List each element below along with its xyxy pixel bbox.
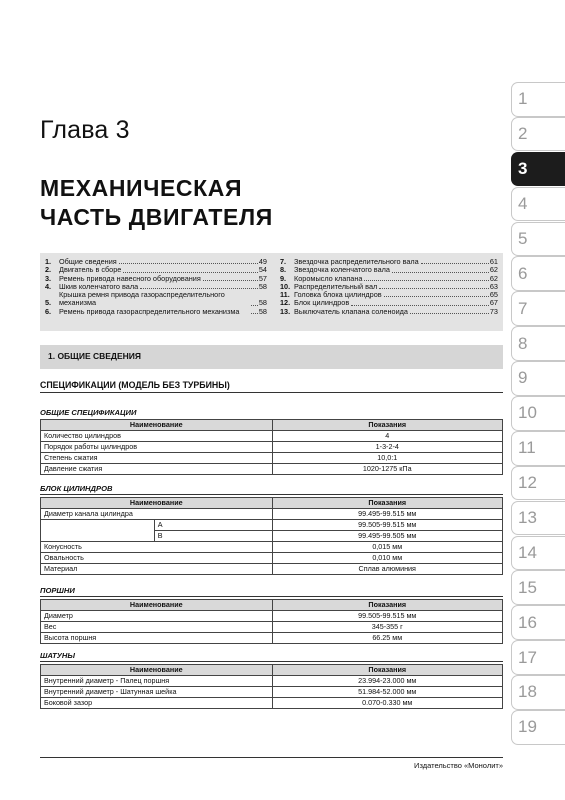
header-value: Показания xyxy=(272,498,503,509)
toc-page: 54 xyxy=(258,265,267,275)
cell-value: 345-355 г xyxy=(272,622,502,633)
cylinder-block-table xyxy=(40,497,503,575)
cell-value: 0.070-0.330 мм xyxy=(272,698,502,709)
toc-label: Общие сведения xyxy=(59,257,117,266)
divider xyxy=(40,596,503,597)
general-specs-table xyxy=(40,419,503,475)
cell-name: Высота поршня xyxy=(41,633,273,644)
divider xyxy=(40,392,503,393)
table-row xyxy=(41,520,503,531)
toc-num: 10. xyxy=(280,281,291,291)
divider xyxy=(40,661,503,662)
table-row xyxy=(41,442,503,453)
cell-name: Диаметр канала цилиндра xyxy=(41,509,273,520)
chapter-heading: Глава 3 xyxy=(40,116,130,144)
table-row xyxy=(41,698,503,709)
chapter-tab-7[interactable]: 7 xyxy=(511,291,565,326)
cell-name: Степень сжатия xyxy=(41,453,273,464)
chapter-tab-16[interactable]: 16 xyxy=(511,605,565,640)
toc-num: 12. xyxy=(280,298,291,308)
cell-blank xyxy=(41,520,155,542)
table-row xyxy=(41,676,503,687)
cell-value: 1-3-2-4 xyxy=(272,442,502,453)
chapter-tab-11[interactable]: 11 xyxy=(511,431,565,466)
toc-label: Коромысло клапана xyxy=(294,273,363,283)
toc-page: 58 xyxy=(258,281,267,291)
cell-value: 51.984-52.000 мм xyxy=(272,687,502,698)
toc-label: Шкив коленчатого вала xyxy=(59,281,139,291)
chapter-tab-18[interactable]: 18 xyxy=(511,675,565,710)
table-row xyxy=(41,453,503,464)
cell-value: 10,0:1 xyxy=(272,453,502,464)
cell-name: Боковой зазор xyxy=(41,698,273,709)
cell-name: Конусность xyxy=(41,542,273,553)
cell-value: 0,010 мм xyxy=(272,553,503,564)
table-row xyxy=(41,687,503,698)
toc-page: 73 xyxy=(489,306,498,316)
toc-label: Звездочка распределительного вала xyxy=(294,257,419,266)
toc-num: 4. xyxy=(45,281,52,291)
cell-value: 23.994-23.000 мм xyxy=(272,676,502,687)
footer-divider xyxy=(40,757,503,758)
cell-name: Количество цилиндров xyxy=(41,431,273,442)
cell-name: Давление сжатия xyxy=(41,464,273,475)
toc-num: 3. xyxy=(45,273,52,283)
chapter-tab-15[interactable]: 15 xyxy=(511,570,565,605)
chapter-tab-5[interactable]: 5 xyxy=(511,222,565,257)
section-heading: 1. ОБЩИЕ СВЕДЕНИЯ xyxy=(40,345,503,369)
connecting-rods-table xyxy=(40,664,503,709)
table-header-row xyxy=(41,498,503,509)
pistons-title: ПОРШНИ xyxy=(40,586,75,595)
table-of-contents xyxy=(40,253,503,331)
toc-num: 13. xyxy=(280,306,291,316)
cell-value: 66.25 мм xyxy=(272,633,502,644)
toc-label: Ремень привода навесного оборудования xyxy=(59,273,201,283)
general-specs-title: ОБЩИЕ СПЕЦИФИКАЦИИ xyxy=(40,408,137,417)
chapter-title-line-2: ЧАСТЬ ДВИГАТЕЛЯ xyxy=(40,204,273,230)
chapter-tab-1[interactable]: 1 xyxy=(511,82,565,117)
toc-page: 62 xyxy=(489,273,498,283)
cylinder-block-title: БЛОК ЦИЛИНДРОВ xyxy=(40,484,113,493)
cell-value: 1020-1275 кПа xyxy=(272,464,502,475)
header-name: Наименование xyxy=(41,600,273,611)
chapter-tab-2[interactable]: 2 xyxy=(511,117,565,152)
toc-page: 62 xyxy=(489,265,498,275)
cell-subname: B xyxy=(154,531,272,542)
cell-name: Вес xyxy=(41,622,273,633)
table-row xyxy=(41,611,503,622)
connecting-rods-title: ШАТУНЫ xyxy=(40,651,76,660)
specifications-title: СПЕЦИФИКАЦИИ (МОДЕЛЬ БЕЗ ТУРБИНЫ) xyxy=(40,380,230,390)
chapter-tab-9[interactable]: 9 xyxy=(511,361,565,396)
cell-value: 99.505-99.515 мм xyxy=(272,520,503,531)
chapter-tab-8[interactable]: 8 xyxy=(511,326,565,361)
table-row xyxy=(41,553,503,564)
toc-num: 9. xyxy=(280,273,287,283)
header-name: Наименование xyxy=(41,420,273,431)
toc-num: 6. xyxy=(45,306,52,316)
table-row xyxy=(41,633,503,644)
table-row xyxy=(41,464,503,475)
divider xyxy=(40,494,503,495)
table-row xyxy=(41,509,503,520)
cell-value: Сплав алюминия xyxy=(272,564,503,575)
toc-num: 5. xyxy=(45,298,52,308)
table-header-row xyxy=(41,420,503,431)
toc-page: 65 xyxy=(489,290,498,300)
chapter-tab-10[interactable]: 10 xyxy=(511,396,565,431)
toc-item[interactable] xyxy=(280,308,498,316)
toc-page: 61 xyxy=(489,257,498,266)
toc-page: 58 xyxy=(258,306,267,316)
header-value: Показания xyxy=(272,420,502,431)
table-header-row xyxy=(41,665,503,676)
toc-label: Головка блока цилиндров xyxy=(294,290,382,300)
chapter-tab-14[interactable]: 14 xyxy=(511,536,565,571)
publisher-credit: Издательство «Монолит» xyxy=(414,761,503,770)
toc-item[interactable] xyxy=(45,308,267,316)
toc-label: Распределительный вал xyxy=(294,281,378,291)
header-name: Наименование xyxy=(41,498,273,509)
header-value: Показания xyxy=(272,665,502,676)
cell-value: 99.505-99.515 мм xyxy=(272,611,502,622)
toc-left-column xyxy=(45,258,267,316)
header-name: Наименование xyxy=(41,665,273,676)
toc-page: 67 xyxy=(489,298,498,308)
chapter-title xyxy=(40,174,273,232)
table-header-row xyxy=(41,600,503,611)
toc-page: 63 xyxy=(489,281,498,291)
cell-value: 99.495-99.515 мм xyxy=(272,509,503,520)
chapter-tab-13[interactable]: 13 xyxy=(511,501,565,536)
chapter-tab-17[interactable]: 17 xyxy=(511,640,565,675)
cell-subname: A xyxy=(154,520,272,531)
toc-num: 2. xyxy=(45,265,52,275)
toc-num: 8. xyxy=(280,265,287,275)
chapter-tab-12[interactable]: 12 xyxy=(511,466,565,501)
toc-label: Ремень привода газораспределительного механизма xyxy=(59,306,240,316)
toc-label: Звездочка коленчатого вала xyxy=(294,265,390,275)
toc-num: 11. xyxy=(280,290,290,300)
table-row xyxy=(41,431,503,442)
cell-name: Внутренний диаметр - Палец поршня xyxy=(41,676,273,687)
pistons-table xyxy=(40,599,503,644)
table-row xyxy=(41,542,503,553)
toc-num: 7. xyxy=(280,257,287,266)
cell-name: Внутренний диаметр - Шатунная шейка xyxy=(41,687,273,698)
toc-item[interactable] xyxy=(45,291,267,308)
cell-name: Материал xyxy=(41,564,273,575)
toc-page: 58 xyxy=(258,298,267,308)
chapter-tab-4[interactable]: 4 xyxy=(511,187,565,222)
chapter-title-line-1: МЕХАНИЧЕСКАЯ xyxy=(40,175,243,201)
cell-value: 99.495-99.505 мм xyxy=(272,531,503,542)
toc-page: 49 xyxy=(258,257,267,266)
chapter-tab-6[interactable]: 6 xyxy=(511,256,565,291)
chapter-tab-3[interactable]: 3 xyxy=(511,152,565,187)
cell-value: 0,015 мм xyxy=(272,542,503,553)
toc-label: Выключатель клапана соленоида xyxy=(294,306,408,316)
toc-label: Крышка ремня привода газораспределительного механизма xyxy=(59,290,225,308)
cell-name: Порядок работы цилиндров xyxy=(41,442,273,453)
cell-name: Овальность xyxy=(41,553,273,564)
chapter-tabs xyxy=(511,82,565,745)
cell-name: Диаметр xyxy=(41,611,273,622)
toc-page: 57 xyxy=(258,273,267,283)
toc-label: Блок цилиндров xyxy=(294,298,350,308)
toc-right-column xyxy=(280,258,498,316)
header-value: Показания xyxy=(272,600,502,611)
toc-num: 1. xyxy=(45,257,52,266)
chapter-tab-19[interactable]: 19 xyxy=(511,710,565,745)
cell-value: 4 xyxy=(272,431,502,442)
table-row xyxy=(41,564,503,575)
toc-label: Двигатель в сборе xyxy=(59,265,122,275)
table-row xyxy=(41,622,503,633)
